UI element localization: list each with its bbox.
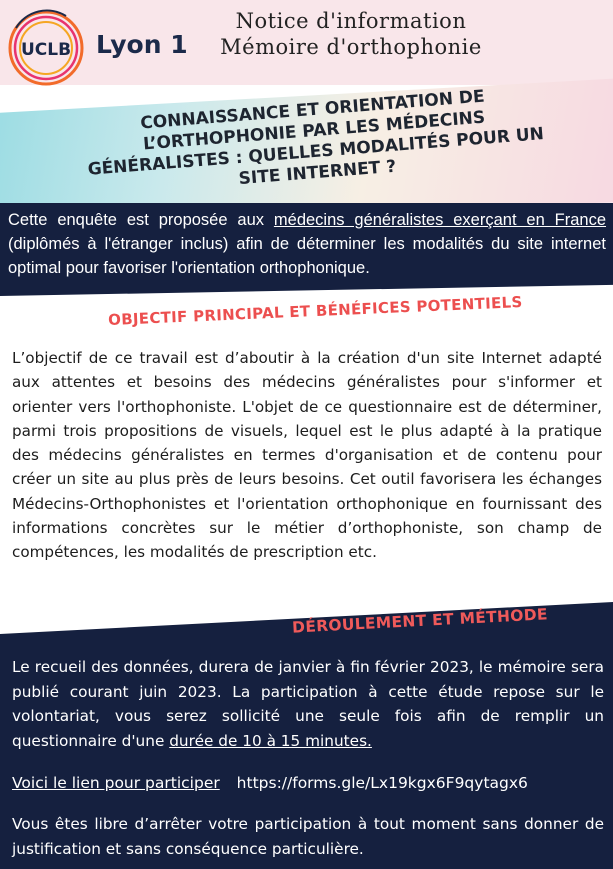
participation-link-line: [12, 774, 610, 792]
intro-text-part2: (diplômés à l'étranger inclus) afin de déterminer les modalités du site internet optimal pour favoriser l'orientation orthophonique.: [8, 235, 606, 277]
header-title-line1: Notice d'information: [235, 9, 467, 33]
university-name: Lyon 1: [96, 30, 188, 59]
objective-text: L’objectif de ce travail est d’aboutir à la création d'un site Internet adapté aux attentes et besoins des médecins généralistes pour s'informer et orienter vers l'orthophoniste. L'objet de ce questionnaire est de déterminer, parmi trois propositions de visuels, lequel est le plus adapté à la pratique des médecins généralistes en termes d'organisation et de contenu pour créer un site au plus près de leurs besoins. Cet outil favorisera les échanges Médecins-Orthophonistes et l'orientation orthophonique en fournissant des informations concrètes sur le métier d’orthophoniste, son champ de compétences, les modalités de prescription etc.: [12, 349, 602, 562]
svg-text:UCLB: UCLB: [20, 40, 72, 60]
participation-link-url[interactable]: https://forms.gle/Lx19kgx6F9qytagx6: [236, 774, 528, 792]
participation-link-label[interactable]: Voici le lien pour participer: [12, 774, 220, 792]
intro-text: [8, 208, 606, 280]
header-title: [196, 8, 506, 60]
header-title-line2: Mémoire d'orthophonie: [220, 35, 482, 59]
method-heading: DÉROULEMENT ET MÉTHODE: [291, 605, 549, 637]
main-title: CONNAISSANCE ET ORIENTATION DE L’ORTHOPHONIE PAR LES MÉDECINS GÉNÉRALISTES : QUELLES MODALITÉS POUR UN SITE INTERNET ?: [87, 86, 545, 190]
intro-text-part1: Cette enquête est proposée aux: [8, 211, 274, 229]
objective-heading: OBJECTIF PRINCIPAL ET BÉNÉFICES POTENTIELS: [107, 292, 523, 330]
method-text-part1: Le recueil des données, durera de janvier à fin février 2023, le mémoire sera publié courant juin 2023. La participation à cette étude repose sur le volontariat, vous serez sollicité une seule fois afin de remplir un questionnaire d'une: [12, 658, 604, 750]
duration-text: durée de 10 à 15 minutes.: [169, 731, 372, 750]
university-logo: [6, 8, 86, 88]
intro-target-audience: médecins généralistes exerçant en France: [273, 211, 607, 229]
method-text: [12, 655, 604, 753]
withdrawal-note: Vous êtes libre d’arrêter votre participation à tout moment sans donner de justification et sans conséquence particulière.: [12, 815, 604, 858]
